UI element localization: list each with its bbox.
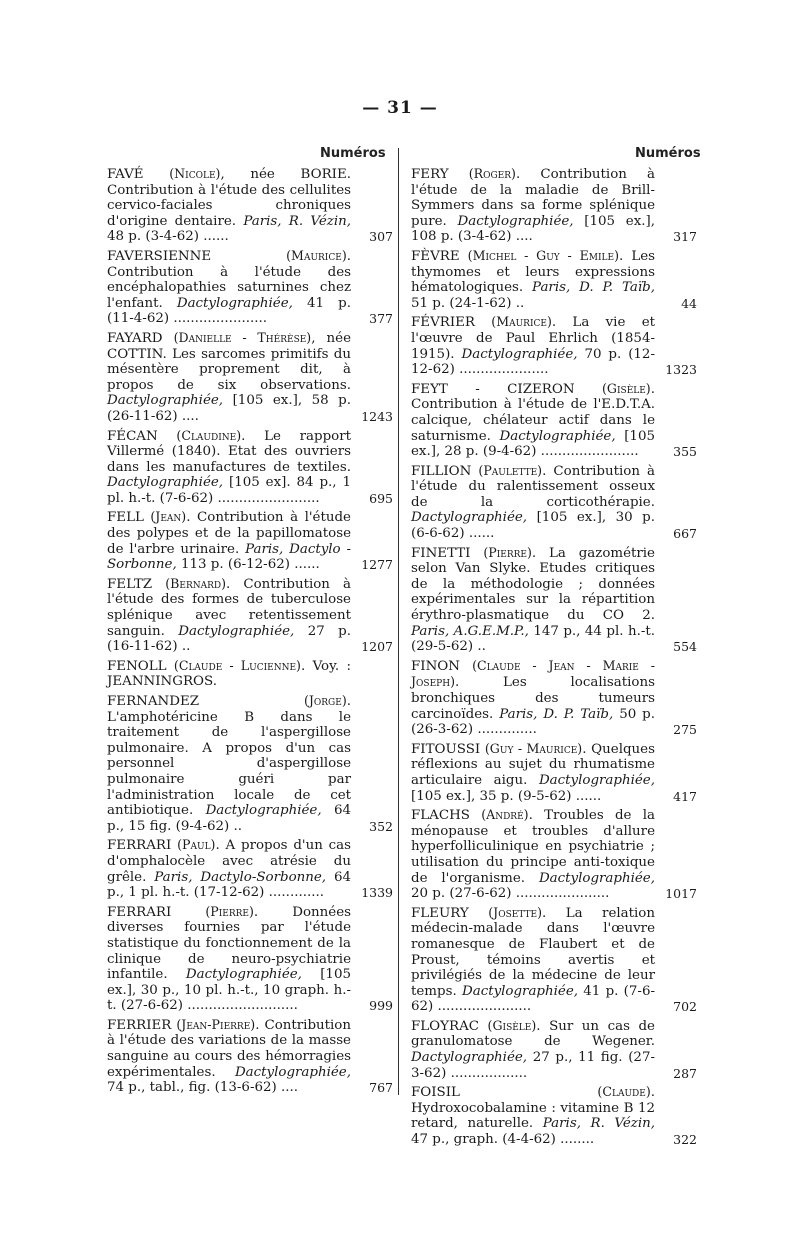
entry-details: 64 p., 15 fig. (9-4-62) .. [107,803,351,834]
bibliography-entry [411,807,699,902]
entry-description: . A propos d'un cas d'omphalocèle avec atrésie du grêle. [107,838,351,885]
entry-publisher: Dactylographiée, [107,475,224,491]
entry-publisher: Paris, R. Vézin, [243,213,351,229]
entry-details: 113 p. (6-12-62) ...... [176,557,320,573]
entry-details: 41 p. (11-4-62) ...................... [107,295,351,327]
entry-details: [105 ex.], 30 p., 10 pl. h.-t., 10 graph. h.-t. (27-6-62) .......................... [107,967,351,1014]
entry-text [411,314,655,377]
bibliography-entry [411,381,699,460]
entry-description: , née COTTIN. Les sarcomes primitifs du mésentère proprement dit, à propos de six observations. [107,330,351,393]
author-given-name: (Jean-Pierre) [176,1016,256,1032]
entry-publisher: Dactylographiée, [538,870,655,886]
entry-description: . Données diverses fournies par l'étude statistique du fonctionnement de la clinique de neuro-psychiatrie infantile. [107,904,351,983]
author-given-name: (Pierre) [205,903,254,919]
entry-text [411,741,655,804]
entry-number: 1017 [665,886,697,902]
author-given-name: (Maurice) [286,247,347,263]
entry-number: 275 [673,722,697,738]
entry-text [411,381,655,460]
bibliography-entry [107,576,395,655]
entry-description: . Troubles de la ménopause et troubles d'allure hyperfolliculinique en psychiatrie ; utilisation du principe anti-toxique de l'organisme. [411,808,655,886]
entry-text [411,248,655,311]
entry-details: 20 p. (27-6-62) ...................... [411,886,610,902]
author-surname: FELTZ [107,576,153,592]
entry-publisher: Dactylographiée, [185,967,302,983]
author-given-name: (Josette) [488,904,542,920]
entry-publisher: Paris, Dactylo - Sorbonne, [107,541,351,573]
author-surname: FÉVRIER [411,315,475,331]
author-given-name: (Claude - Jean - Marie - Joseph) [411,657,655,690]
entry-publisher: Paris, R. Vézin, [542,1116,656,1132]
entry-number: 317 [673,229,697,245]
author-given-name: (Claude - Lucienne) [173,657,301,673]
entry-number: 377 [369,311,393,327]
entry-description: . Contribution à l'étude des polypes et de la papillomatose de l'arbre urinaire. [107,510,351,557]
entry-details: 74 p., tabl., fig. (13-6-62) .... [107,1080,299,1096]
entry-text [107,693,351,834]
author-surname: FAVERSIENNE [107,248,212,264]
entry-text [107,166,351,245]
entry-description: . La gazométrie selon Van Slyke. Etudes critiques de la méthodologie ; données expérimentales sur la répartition érythro-plasmatique du CO 2. [411,545,655,624]
entry-publisher: Dactylographiée, [411,510,528,526]
entry-text [411,1084,655,1147]
entry-description: . L'amphotéricine B dans le traitement de l'aspergillose pulmonaire. A propos d'un cas personnel d'aspergillose pulmonaire guéri par l'administration locale de cet antibiotique. [107,694,351,819]
bibliography-entry [107,166,395,245]
entry-number: 307 [369,229,393,245]
column-divider [398,148,399,1095]
entry-description: . Contribution à l'étude des encéphalopathies saturnines chez l'enfant. [107,248,351,311]
entry-details: 64 p., 1 pl. h.-t. (17-12-62) ............. [107,869,351,901]
entry-description: . Hydroxocobalamine : vitamine B 12 retard, naturelle. [411,1085,655,1132]
author-surname: FOISIL [411,1085,460,1101]
entry-details: [105 ex.], 58 p. (26-11-62) .... [107,393,351,424]
entry-number: 695 [369,490,393,506]
bibliography-entry [411,463,699,542]
author-surname: FELL [107,510,144,526]
entry-details: 70 p. (12-12-62) ..................... [411,346,655,378]
entry-publisher: Dactylographiée, [457,213,574,229]
author-surname: FAVÉ [107,167,144,182]
entry-number: 355 [673,444,697,460]
author-given-name: (Claude) [597,1084,651,1100]
bibliography-entry [107,658,395,690]
author-given-name: (Michel - Guy - Emile) [467,247,620,263]
entry-publisher: Paris, D. P. Taïb, [532,280,655,296]
author-given-name: (Claudine) [176,427,242,443]
entry-publisher: Dactylographiée, [461,346,578,362]
entry-description: . Contribution à l'étude du ralentissement osseux de la corticothérapie. [411,463,655,510]
author-given-name: (Danielle - Thérèse) [173,329,312,345]
bibliography-entry [411,166,699,245]
entry-description: . La relation médecin-malade dans l'œuvre romanesque de Flaubert et de Proust, témoins avertis et privilégiés de la médecine de leur temps. [411,905,655,999]
author-given-name: (Nicole) [169,166,221,181]
entry-text [411,1018,655,1081]
bibliography-entry [411,1084,699,1147]
entry-description: . Contribution à l'étude de l'E.D.T.A. calcique, chélateur actif dans le saturnisme. [411,381,655,444]
entry-number: 1277 [361,557,393,573]
entry-number: 667 [673,526,697,542]
bibliography-entry [107,693,395,834]
author-surname: FERRARI [107,838,172,854]
author-surname: FENOLL [107,658,167,674]
entry-details: 48 p. (3-4-62) ...... [107,229,229,245]
bibliography-entry [411,658,699,738]
bibliography-entry [107,837,395,900]
entry-text [411,166,655,245]
author-given-name: (Gisèle) [602,380,651,396]
author-surname: FEYT - CIZERON [411,381,575,397]
entry-description: . Le rapport Villermé (1840). Etat des ouvriers dans les manufactures de textiles. [107,428,351,475]
author-surname: FERNANDEZ [107,694,200,709]
entry-text [107,248,351,327]
entry-publisher: Dactylographiée, [107,393,224,409]
entry-publisher: Paris, A.G.E.M.P., [411,623,529,639]
entry-text [411,905,655,1015]
entry-details: 41 p. (7-6-62) ...................... [411,983,655,1015]
author-given-name: (Jorge) [303,693,347,708]
page-number: — 31 — [362,98,438,118]
author-surname: FILLION [411,463,472,479]
entry-text [107,904,351,1014]
entry-details: [105 ex.], 108 p. (3-4-62) .... [411,213,655,245]
entry-text [107,837,351,900]
entry-text [107,576,351,655]
author-given-name: (André) [481,807,529,823]
author-surname: FITOUSSI [411,741,481,757]
entry-number: 702 [673,999,697,1015]
right-column [411,166,699,1151]
author-given-name: (Paulette) [478,462,543,478]
entry-number: 44 [681,295,697,311]
entry-number: 1323 [665,362,697,378]
author-given-name: (Maurice) [491,314,552,330]
entry-text [411,658,655,738]
left-column [107,166,395,1099]
author-given-name: (Jean) [150,509,187,525]
entry-description: , née BORIE. Contribution à l'étude des cellulites cervico-faciales chroniques d'origine dentaire. [107,167,351,229]
bibliography-entry [411,1018,699,1081]
bibliography-entry [411,545,699,655]
entry-number: 999 [369,998,393,1014]
entry-text [411,545,655,655]
entry-number: 287 [673,1065,697,1081]
column-header-left: Numéros [320,146,386,161]
entry-text [107,330,351,425]
entry-details: 27 p. (16-11-62) .. [107,623,351,655]
entry-text [107,658,351,690]
entry-details: 27 p., 11 fig. (27-3-62) .................. [411,1050,655,1081]
author-given-name: (Roger) [468,166,516,181]
author-surname: FERRIER [107,1017,172,1033]
entry-details: 147 p., 44 pl. h.-t. (29-5-62) .. [411,623,655,655]
bibliography-entry [107,330,395,425]
author-surname: FÉCAN [107,428,158,444]
author-surname: FLACHS [411,808,470,824]
entry-publisher: Dactylographiée, [176,295,293,311]
entry-number: 417 [673,788,697,804]
entry-description: . Sur un cas de granulomatose de Wegener. [411,1018,655,1050]
entry-details: [105 ex.], 30 p. (6-6-62) ...... [411,510,655,542]
entry-details: 47 p., graph. (4-4-62) ........ [411,1132,595,1148]
entry-description: . La vie et l'œuvre de Paul Ehrlich (1854-1915). [411,315,655,362]
author-surname: FERY [411,167,449,182]
entry-text [107,509,351,572]
entry-publisher: Dactylographiée, [411,1050,528,1066]
bibliography-entry [411,741,699,804]
author-surname: FINETTI [411,545,471,561]
entry-publisher: Dactylographiée, [499,428,616,444]
entry-number: 554 [673,639,697,655]
bibliography-entry [107,904,395,1014]
entry-text [411,807,655,902]
author-surname: FLEURY [411,905,469,921]
entry-publisher: Dactylographiée, [461,983,579,999]
entry-publisher: Paris, Dactylo-Sorbonne, [154,869,327,885]
entry-details: [105 ex]. 84 p., 1 pl. h.-t. (7-6-62) ........................ [107,475,351,506]
author-given-name: (Pierre) [483,544,532,560]
entry-description: . Voy. : JEANNINGROS. [107,658,351,690]
bibliography-entry [411,314,699,377]
bibliography-entry [107,428,395,507]
entry-details: [105 ex.], 28 p. (9-4-62) ....................... [411,428,655,460]
bibliography-entry [107,1017,395,1096]
entry-number: 1243 [361,408,393,424]
author-given-name: (Guy - Maurice) [484,740,583,756]
entry-description: . Contribution à l'étude de la maladie de Brill-Symmers dans sa forme splénique pure. [411,167,655,229]
entry-publisher: Dactylographiée, [538,772,655,788]
entry-publisher: Paris, D. P. Taïb, [499,706,614,722]
entry-publisher: Dactylographiée, [205,803,322,819]
entry-number: 1339 [361,885,393,901]
author-given-name: (Bernard) [165,575,227,591]
entry-text [107,428,351,507]
entry-publisher: Dactylographiée, [234,1064,351,1080]
entry-text [411,463,655,542]
author-surname: FLOYRAC [411,1018,479,1034]
entry-description: . Les localisations bronchiques des tumeurs carcinoïdes. [411,675,655,722]
entry-text [107,1017,351,1096]
author-given-name: (Gisèle) [487,1017,537,1033]
entry-description: . Contribution à l'étude des formes de tuberculose splénique avec retentissement sanguin. [107,576,351,639]
entry-details: 50 p. (26-3-62) .............. [411,706,655,738]
entry-details: [105 ex.], 35 p. (9-5-62) ...... [411,788,602,804]
entry-number: 1207 [361,639,393,655]
author-surname: FAYARD [107,330,163,346]
bibliography-entry [107,248,395,327]
entry-number: 767 [369,1080,393,1096]
bibliography-entry [411,905,699,1015]
entry-publisher: Dactylographiée, [178,623,295,639]
entry-number: 352 [369,818,393,834]
bibliography-entry [107,509,395,572]
author-given-name: (Paul) [177,837,216,853]
entry-details: 51 p. (24-1-62) .. [411,295,525,311]
bibliography-entry [411,248,699,311]
author-surname: FINON [411,658,460,674]
author-surname: FERRARI [107,904,172,920]
entry-number: 322 [673,1132,697,1148]
entry-description: . Les thymomes et leurs expressions hématologiques. [411,248,656,296]
author-surname: FÈVRE [411,248,460,264]
entry-description: . Quelques réflexions au sujet du rhumatisme articulaire aigu. [411,741,655,788]
column-header-right: Numéros [635,146,701,161]
entry-description: . Contribution à l'étude des variations de la masse sanguine au cours des hémorragies expérimentales. [107,1017,351,1080]
